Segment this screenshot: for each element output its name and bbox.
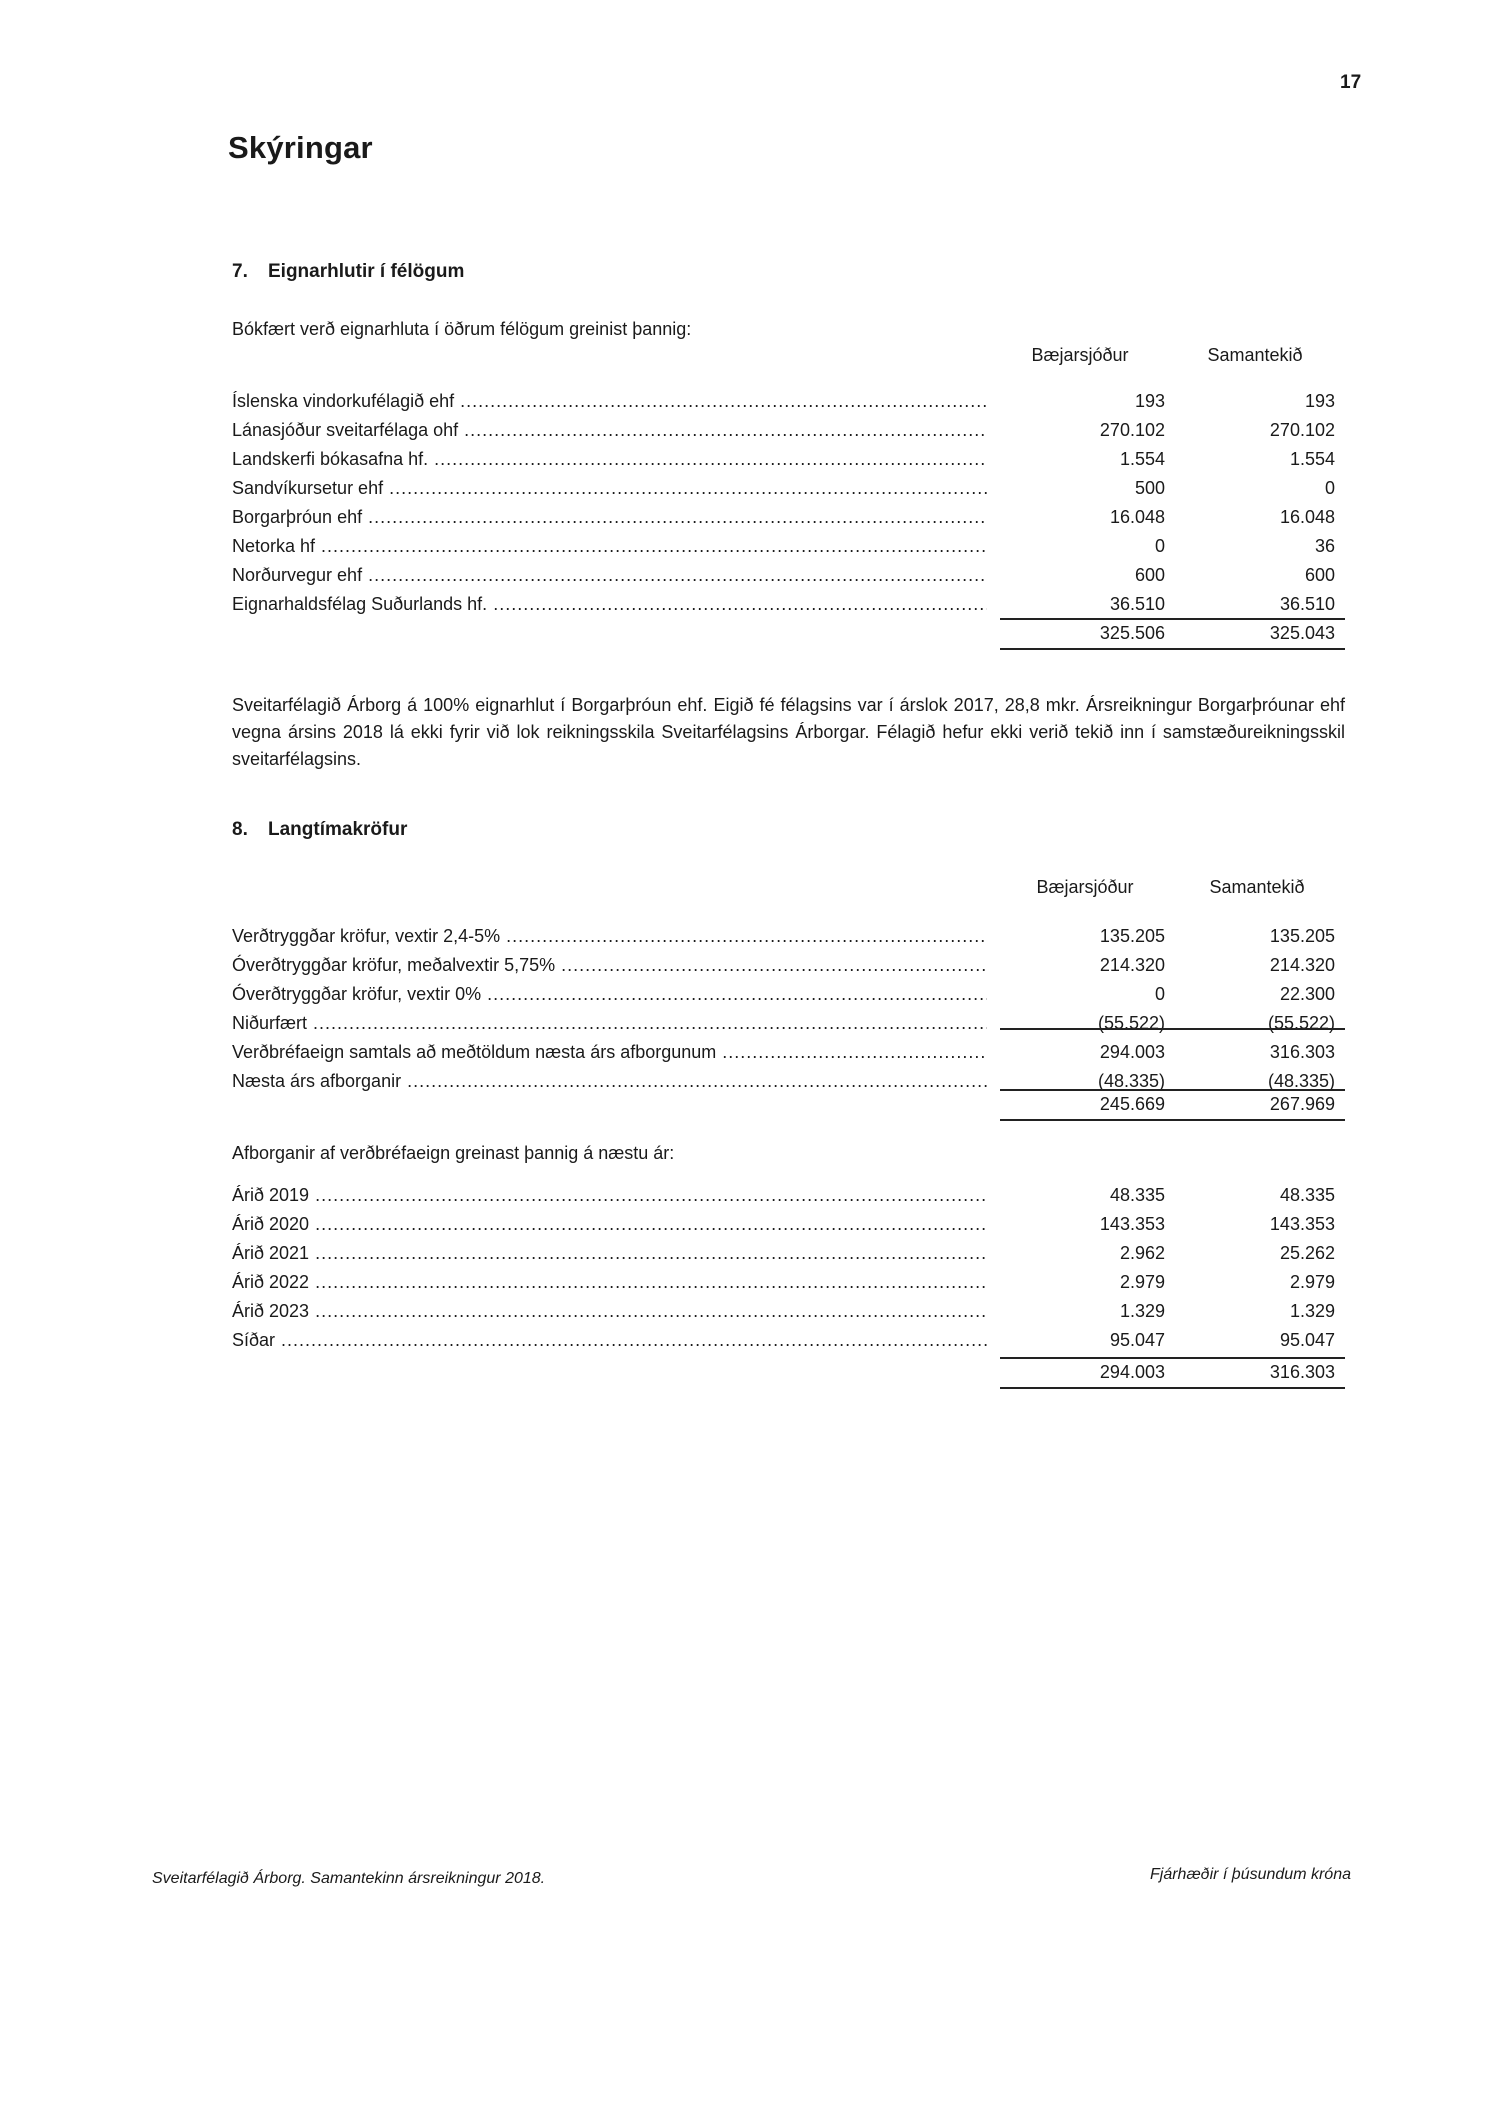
row-label: Verðbréfaeign samtals að meðtöldum næsta árs afborgunum ..... xyxy=(232,1038,987,1067)
value-baejarsjodur: 95.047 xyxy=(1109,1330,1165,1350)
table-row xyxy=(232,980,1345,1009)
row-label: Landskerfi bókasafna hf. ..... xyxy=(232,445,987,474)
total-baejarsjodur: 294.003 xyxy=(1099,1362,1165,1382)
value-samantekid: 36.510 xyxy=(1279,594,1335,614)
table-row xyxy=(232,1326,1345,1355)
table-row xyxy=(232,1268,1345,1297)
section-number: 8. xyxy=(232,819,248,840)
value-samantekid: (55.522) xyxy=(1267,1013,1335,1033)
table-row xyxy=(232,951,1345,980)
row-label: Norðurvegur ehf ..... xyxy=(232,561,987,590)
page-number: 17 xyxy=(1340,72,1362,93)
value-samantekid: 143.353 xyxy=(1269,1214,1335,1234)
section-title: Eignarhlutir í félögum xyxy=(268,261,465,282)
value-samantekid: 270.102 xyxy=(1269,420,1335,440)
value-baejarsjodur: 214.320 xyxy=(1099,955,1165,975)
value-samantekid: 16.048 xyxy=(1279,507,1335,527)
underline-rule xyxy=(1000,1028,1345,1030)
row-label: Árið 2020 ..... xyxy=(232,1210,987,1239)
value-baejarsjodur: 193 xyxy=(1134,391,1165,411)
row-label: Árið 2019 ..... xyxy=(232,1181,987,1210)
value-samantekid: 214.320 xyxy=(1269,955,1335,975)
value-baejarsjodur: 0 xyxy=(1154,536,1165,556)
value-baejarsjodur: 2.962 xyxy=(1119,1243,1165,1263)
total-samantekid: 325.043 xyxy=(1269,623,1335,643)
row-label: Lánasjóður sveitarfélaga ohf ..... xyxy=(232,416,987,445)
section-7-heading xyxy=(232,261,464,283)
value-samantekid: 95.047 xyxy=(1279,1330,1335,1350)
table-row xyxy=(232,561,1345,590)
row-label: Sandvíkursetur ehf ..... xyxy=(232,474,987,503)
total-baejarsjodur: 325.506 xyxy=(1099,623,1165,643)
row-label: Netorka hf ..... xyxy=(232,532,987,561)
table-row xyxy=(232,922,1345,951)
total-row xyxy=(232,1358,1345,1387)
value-baejarsjodur: 135.205 xyxy=(1099,926,1165,946)
underline-rule xyxy=(1000,1119,1345,1121)
column-header-samantekid: Samantekið xyxy=(1207,345,1303,365)
value-samantekid: 48.335 xyxy=(1279,1185,1335,1205)
value-samantekid: (48.335) xyxy=(1267,1071,1335,1091)
value-baejarsjodur: (55.522) xyxy=(1097,1013,1165,1033)
table-row xyxy=(232,1210,1345,1239)
value-baejarsjodur: 294.003 xyxy=(1099,1042,1165,1062)
value-baejarsjodur: 143.353 xyxy=(1099,1214,1165,1234)
value-samantekid: 1.329 xyxy=(1289,1301,1335,1321)
value-samantekid: 135.205 xyxy=(1269,926,1335,946)
table-row xyxy=(232,416,1345,445)
value-baejarsjodur: 16.048 xyxy=(1109,507,1165,527)
row-label: Síðar ..... xyxy=(232,1326,987,1355)
table-row xyxy=(232,503,1345,532)
value-baejarsjodur: 36.510 xyxy=(1109,594,1165,614)
total-samantekid: 267.969 xyxy=(1269,1094,1335,1114)
value-baejarsjodur: 1.554 xyxy=(1119,449,1165,469)
page-title: Skýringar xyxy=(228,130,373,165)
underline-rule xyxy=(1000,1387,1345,1389)
footer-right: Fjárhæðir í þúsundum króna xyxy=(1150,1866,1351,1883)
row-label: Eignarhaldsfélag Suðurlands hf. ..... xyxy=(232,590,987,619)
total-baejarsjodur: 245.669 xyxy=(1099,1094,1165,1114)
column-header-samantekid: Samantekið xyxy=(1209,877,1305,897)
row-label: Árið 2022 ..... xyxy=(232,1268,987,1297)
value-baejarsjodur: 500 xyxy=(1134,478,1165,498)
table-row xyxy=(232,590,1345,619)
row-label: Íslenska vindorkufélagið ehf ..... xyxy=(232,387,987,416)
value-baejarsjodur: 2.979 xyxy=(1119,1272,1165,1292)
row-label: Árið 2021 ..... xyxy=(232,1239,987,1268)
row-label: Næsta árs afborganir ..... xyxy=(232,1067,987,1096)
value-samantekid: 25.262 xyxy=(1279,1243,1335,1263)
value-baejarsjodur: 600 xyxy=(1134,565,1165,585)
section-8-heading xyxy=(232,819,407,841)
table-row xyxy=(232,1038,1345,1067)
underline-rule xyxy=(1000,648,1345,650)
value-samantekid: 2.979 xyxy=(1289,1272,1335,1292)
value-baejarsjodur: 1.329 xyxy=(1119,1301,1165,1321)
total-row xyxy=(232,619,1345,648)
row-label: Árið 2023 ..... xyxy=(232,1297,987,1326)
total-row xyxy=(232,1090,1345,1119)
table-row xyxy=(232,1297,1345,1326)
value-baejarsjodur: 48.335 xyxy=(1109,1185,1165,1205)
value-samantekid: 0 xyxy=(1324,478,1335,498)
section-7-intro: Bókfært verð eignarhluta í öðrum félögum greinist þannig: xyxy=(232,319,692,339)
row-label: Óverðtryggðar kröfur, meðalvextir 5,75% ..... xyxy=(232,951,987,980)
row-label: Niðurfært ..... xyxy=(232,1009,987,1038)
row-label: Borgarþróun ehf ..... xyxy=(232,503,987,532)
value-samantekid: 316.303 xyxy=(1269,1042,1335,1062)
table-row xyxy=(232,445,1345,474)
value-samantekid: 600 xyxy=(1304,565,1335,585)
row-label: Verðtryggðar kröfur, vextir 2,4-5% ..... xyxy=(232,922,987,951)
section-number: 7. xyxy=(232,261,248,282)
section-title: Langtímakröfur xyxy=(268,819,408,840)
total-samantekid: 316.303 xyxy=(1269,1362,1335,1382)
table-row xyxy=(232,1009,1345,1038)
value-baejarsjodur: 270.102 xyxy=(1099,420,1165,440)
row-label: Óverðtryggðar kröfur, vextir 0% ..... xyxy=(232,980,987,1009)
value-baejarsjodur: 0 xyxy=(1154,984,1165,1004)
installments-intro: Afborganir af verðbréfaeign greinast þannig á næstu ár: xyxy=(232,1143,675,1163)
borgarthroun-note: Sveitarfélagið Árborg á 100% eignarhlut í Borgarþróun ehf. Eigið fé félagsins var í árslok 2017, 28,8 mkr. Ársreikningur Borgarþróunar ehf vegna ársins 2018 lá ekki fyrir við lok reikningsskila Sveitarfélagsins Árborgar. Félagið hefur ekki verið tekið inn í samstæðureikningsskil sveitarfélagsins. xyxy=(232,695,1345,769)
value-samantekid: 36 xyxy=(1314,536,1335,556)
value-samantekid: 22.300 xyxy=(1279,984,1335,1004)
value-baejarsjodur: (48.335) xyxy=(1097,1071,1165,1091)
footer-left: Sveitarfélagið Árborg. Samantekinn ársreikningur 2018. xyxy=(152,1870,546,1887)
table-row xyxy=(232,532,1345,561)
value-samantekid: 1.554 xyxy=(1289,449,1335,469)
column-header-baejarsjodur: Bæjarsjóður xyxy=(1036,877,1134,897)
table-row xyxy=(232,474,1345,503)
column-header-baejarsjodur: Bæjarsjóður xyxy=(1031,345,1129,365)
table-row xyxy=(232,1239,1345,1268)
table-row xyxy=(232,1181,1345,1210)
table-row xyxy=(232,387,1345,416)
value-samantekid: 193 xyxy=(1304,391,1335,411)
